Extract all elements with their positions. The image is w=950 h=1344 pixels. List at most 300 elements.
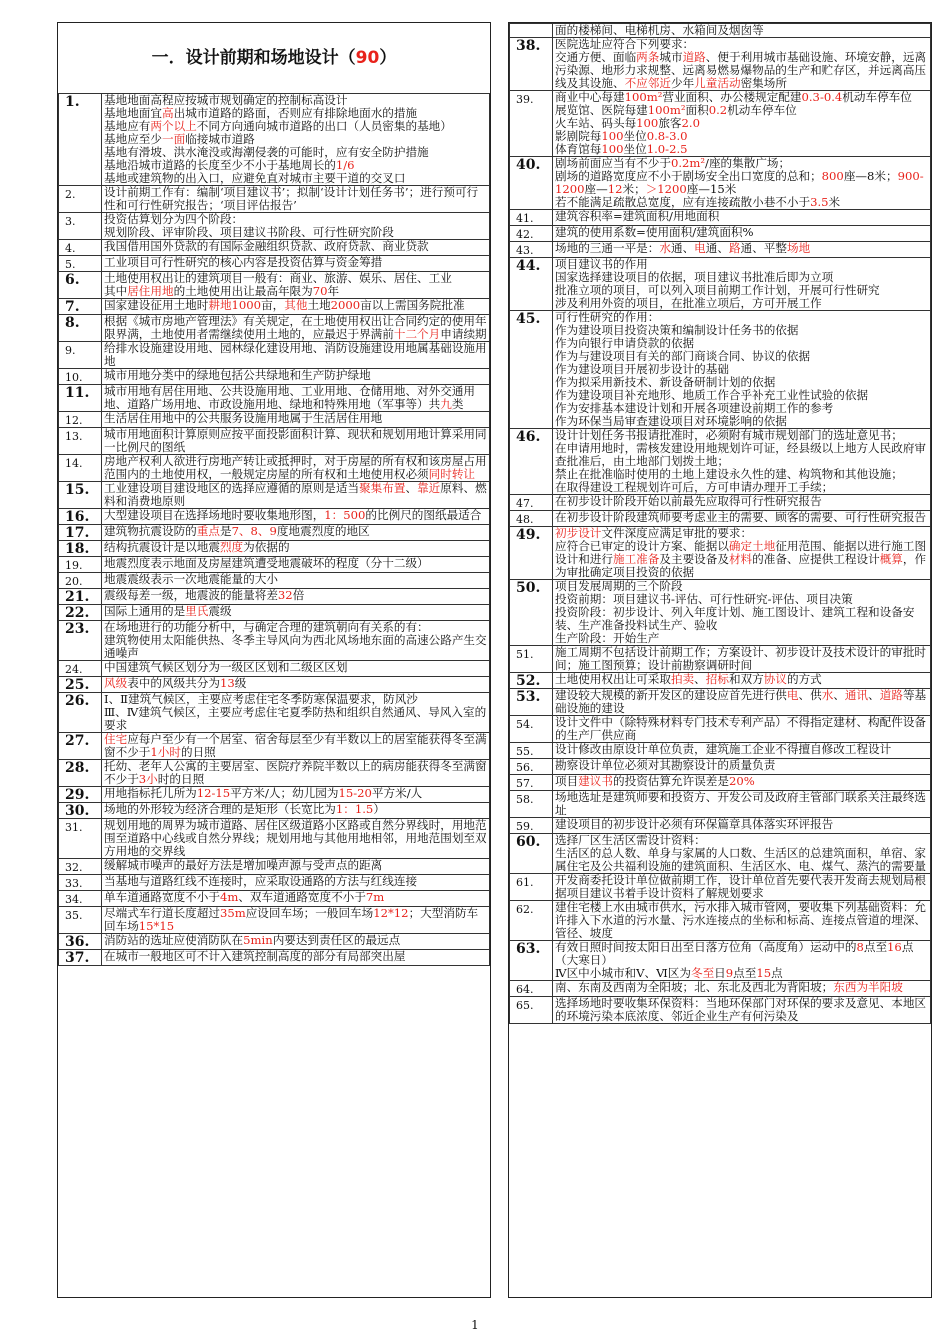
list-item xyxy=(59,541,490,557)
item-text: 缓解城市噪声的最好方法是增加噪声源与受声点的距离 xyxy=(104,858,383,872)
item-text: 日 xyxy=(714,966,726,980)
item-text: 城市用地分类中的绿地包括公共绿地和生产防护绿地 xyxy=(104,368,371,382)
item-text: 基地有滑坡、洪水淹没或海潮侵袭的可能时，应有安全防护措施 xyxy=(104,145,429,159)
item-text: 平方米/人 xyxy=(371,786,423,800)
item-number: 3. xyxy=(65,215,76,228)
item-text: 文件深度应满足审批的要求： xyxy=(601,526,753,540)
item-number: 25. xyxy=(65,677,90,693)
item-text: 震级每差一级，地震波的能量将差 xyxy=(104,588,278,602)
item-text: 作为安排基本建设计划和开展各项建设前期工作的参考 xyxy=(555,401,834,415)
item-number: 54. xyxy=(516,718,534,731)
highlight-text: 8 xyxy=(856,940,864,954)
highlight-text: 里氏 xyxy=(185,604,209,618)
item-text: 建设项目的初步设计必须有环保篇章具体落实环评报告 xyxy=(555,817,834,831)
item-line xyxy=(555,967,928,980)
item-text: 在城市一般地区可不计入建筑控制高度的部分有局部突出屋 xyxy=(104,949,406,963)
list-item xyxy=(510,311,931,429)
highlight-text: 70 xyxy=(312,284,328,298)
item-text: 基地沿城市道路的长度至少不小于基地周长的 xyxy=(104,158,336,172)
item-text: 应符合已审定的设计方案、能据以 xyxy=(555,539,729,553)
item-text: 为依据的 xyxy=(243,540,290,554)
item-text: 设计文件中（除特殊材料专门技术专利产品）不得指定建材、构配件设备的生产厂供应商 xyxy=(555,715,927,742)
item-text: 工业建设项目建设地区的选择应遵循的原则是适当 xyxy=(104,481,360,495)
highlight-text: 20% xyxy=(728,774,755,788)
highlight-text: 烈度 xyxy=(219,540,244,554)
highlight-text: 0.2 xyxy=(708,103,728,117)
right-table xyxy=(509,23,931,1024)
item-text: /座的集散广场； xyxy=(705,156,791,170)
item-number: 27. xyxy=(65,733,90,749)
highlight-text: 0.8-3.0 xyxy=(646,129,688,143)
item-line xyxy=(555,632,928,645)
item-text: Ⅲ、Ⅳ建筑气候区，主要应考虑住宅夏季防热和组织自然通风、导风入室的要求 xyxy=(104,705,487,732)
item-text: 应设回车场；一般回车场 xyxy=(245,906,374,920)
item-text: 城市 xyxy=(659,50,683,64)
list-item xyxy=(59,428,490,455)
item-line xyxy=(555,646,928,672)
highlight-text: 十二个月 xyxy=(393,327,441,341)
item-number: 58. xyxy=(516,793,534,806)
item-text: 基地或建筑物的出入口，应避免直对城市主要干道的交叉口 xyxy=(104,171,406,185)
item-text: 施工周期不包括设计前期工作；方案设计、初步设计及技术设计的审批时间；施工图预算；设计前勘察调研时间 xyxy=(555,645,927,672)
highlight-text: 东西为半阳坡 xyxy=(833,980,903,994)
item-number: 13. xyxy=(65,430,83,443)
item-text: 通、平整 xyxy=(740,241,787,255)
item-text: 单车道通路宽度不小于 xyxy=(104,890,220,904)
item-number: 64. xyxy=(516,983,534,996)
list-item xyxy=(510,210,931,226)
item-text: 、双车道通路宽度不小于 xyxy=(238,890,366,904)
item-text: 大型建设项目在选择场地时要收集地形图， xyxy=(104,508,325,522)
item-line xyxy=(104,285,487,298)
highlight-text: 其他 xyxy=(284,298,308,312)
list-item xyxy=(510,91,931,157)
item-number: 21. xyxy=(65,589,90,605)
item-number: 48. xyxy=(516,513,534,526)
highlight-text: 1小时 xyxy=(150,745,181,759)
item-line xyxy=(104,950,487,963)
title-prefix: 一．设计前期和场地设计（ xyxy=(151,48,356,68)
item-line xyxy=(555,874,928,900)
highlight-text: 100m² xyxy=(647,103,686,117)
item-text: 开发商委托设计单位做前期工作，设计单位首先要代表开发商去规划局根据项目建议书着手设计资料了解规划要求 xyxy=(555,873,927,900)
left-column xyxy=(57,22,491,1298)
item-text: 建设较大规模的新开发区的建设应首先进行供 xyxy=(555,688,787,702)
highlight-text: 确定土地 xyxy=(728,539,776,553)
item-number: 28. xyxy=(65,760,90,776)
item-text: 项目 xyxy=(555,774,579,788)
item-text: 工业项目可行性研究的核心内容是投资估算与资金筹措 xyxy=(104,255,383,269)
highlight-text: 材料 xyxy=(728,552,753,566)
highlight-text: 高 xyxy=(161,106,174,120)
list-item xyxy=(510,818,931,834)
item-text: 作为向银行申请贷款的依据 xyxy=(555,336,695,350)
item-number: 39. xyxy=(516,93,534,106)
item-text: 禁止在批准临时使用的土地上建设永久性的建、构筑物和其他设施； xyxy=(555,467,903,481)
list-item xyxy=(59,482,490,509)
item-line xyxy=(104,186,487,212)
list-item xyxy=(510,997,931,1024)
highlight-text: 0.3-0.4 xyxy=(801,90,843,104)
item-number: 43. xyxy=(516,244,534,257)
item-number: 62. xyxy=(516,903,534,916)
list-item xyxy=(510,580,931,646)
list-item xyxy=(59,240,490,256)
item-text: 南、东南及西南为全阳坡；北、东北及西北为背阳坡； xyxy=(555,980,834,994)
item-line xyxy=(555,143,928,156)
item-number: 65. xyxy=(516,999,534,1012)
item-text: 申请续期 xyxy=(440,327,487,341)
item-number: 2. xyxy=(65,188,76,201)
item-text: 剧场前面应当有不少于 xyxy=(555,156,671,170)
item-text: 国际上通用的是 xyxy=(104,604,186,618)
highlight-text: 100m² xyxy=(624,90,663,104)
item-number: 57. xyxy=(516,777,534,790)
highlight-text: 靠近 xyxy=(417,481,441,495)
highlight-text: 12*12 xyxy=(373,906,409,920)
highlight-text: 聚集布置 xyxy=(359,481,406,495)
continued-row xyxy=(510,24,931,38)
highlight-text: 道路 xyxy=(879,688,903,702)
list-item xyxy=(59,693,490,733)
item-line xyxy=(555,743,928,756)
item-text: 、供 xyxy=(798,688,822,702)
item-line xyxy=(555,242,928,255)
item-line xyxy=(104,760,487,786)
highlight-text: 32 xyxy=(277,588,293,602)
highlight-text: 拍卖 xyxy=(670,672,695,686)
item-line xyxy=(104,226,487,239)
item-text: 的准备、应提供工程设计 xyxy=(752,552,880,566)
highlight-text: 1.0-2.5 xyxy=(646,142,688,156)
list-item xyxy=(59,787,490,803)
item-text: 作为建设项目补充地形、地质工作合乎补充工业性试验的依据 xyxy=(555,388,869,402)
item-text: 设计计划任务书报请批准时，必须附有城市规划部门的选址意见书； xyxy=(555,428,903,442)
list-item xyxy=(59,315,490,342)
item-text: 原料、燃料和消费地原则 xyxy=(104,481,487,508)
item-line xyxy=(104,525,487,538)
item-text: 震级 xyxy=(208,604,232,618)
item-line xyxy=(104,907,487,933)
item-line xyxy=(104,240,487,253)
list-item xyxy=(510,673,931,689)
item-text: 通、 xyxy=(670,241,695,255)
item-line xyxy=(555,941,928,967)
list-item xyxy=(59,803,490,819)
item-number: 46. xyxy=(516,429,541,445)
item-text: 座—8米； xyxy=(843,169,898,183)
item-line xyxy=(555,981,928,994)
item-number: 52. xyxy=(516,673,541,689)
highlight-text: 800 xyxy=(821,169,844,183)
item-line xyxy=(555,540,928,579)
item-text: 亩， xyxy=(261,298,285,312)
item-line xyxy=(555,481,928,494)
title-suffix: ） xyxy=(379,48,397,68)
item-text: 的比例尺的图纸最适合 xyxy=(365,508,482,522)
highlight-text: 重点 xyxy=(196,524,220,538)
highlight-text: 电 xyxy=(786,688,799,702)
item-number: 23. xyxy=(65,621,90,637)
highlight-text: 风级 xyxy=(104,676,128,690)
item-text: 建筑的使用系数=使用面积/建筑面积% xyxy=(555,225,754,239)
highlight-text: 100 xyxy=(601,129,624,143)
list-item xyxy=(59,934,490,950)
item-line xyxy=(104,369,487,382)
highlight-text: 1：500 xyxy=(324,508,366,522)
highlight-text: 35m xyxy=(219,906,246,920)
list-item xyxy=(59,412,490,428)
list-item xyxy=(59,605,490,621)
item-number: 50. xyxy=(516,580,541,596)
item-number: 51. xyxy=(516,648,534,661)
item-text: 若不能满足疏散总宽度，应有连接疏散小巷不小于 xyxy=(555,195,811,209)
item-text: 平方米/人；幼儿园为 xyxy=(230,786,339,800)
item-text: 地震烈度表示地面及房屋建筑遭受地震破坏的程度（分十二级） xyxy=(104,556,429,570)
highlight-text: 12 xyxy=(607,182,623,196)
left-table xyxy=(58,93,490,966)
item-number: 4. xyxy=(65,242,76,255)
item-text: 交通方便、面临 xyxy=(555,50,637,64)
item-text: 在场地进行的功能分析中，与确定合理的建筑朝向有关系的有： xyxy=(104,620,429,634)
highlight-text: 3.5 xyxy=(810,195,829,209)
item-text: Ⅳ区中小城市和Ⅴ、Ⅵ区为 xyxy=(555,966,691,980)
item-number: 15. xyxy=(65,482,90,498)
item-text: 设计修改由原设计单位负责，建筑施工企业不得擅自修改工程设计 xyxy=(555,742,892,756)
highlight-text: 15*15 xyxy=(138,919,175,933)
item-number: 16. xyxy=(65,509,90,525)
list-item xyxy=(59,299,490,315)
item-text: 投资阶段：初步设计、列入年度计划、施工图设计、建筑工程和设备安装、生产准备投料试生产、验收 xyxy=(555,605,915,632)
item-text: 选择场地时要收集环保资料：当地环保部门对环保的要求及意见、本地区的环境污染本底浓度、邻近企业生产有何污染及 xyxy=(555,996,927,1023)
list-item xyxy=(59,213,490,240)
highlight-text: 100 xyxy=(636,116,659,130)
highlight-text: 1/6 xyxy=(335,158,355,172)
item-text: 、 xyxy=(868,688,880,702)
item-number: 34. xyxy=(65,893,83,906)
item-text: 有效日照时间按太阳日出至日落方位角（高度角）运动中的 xyxy=(555,940,857,954)
item-text: 基地地面高程应按城市规划确定的控制标高设计 xyxy=(104,93,348,107)
list-item xyxy=(510,511,931,527)
highlight-text: 15 xyxy=(756,966,772,980)
item-number: 36. xyxy=(65,934,90,950)
item-number: 40. xyxy=(516,157,541,173)
item-line xyxy=(555,210,928,223)
highlight-text: 12-15 xyxy=(196,786,231,800)
highlight-text: 一面 xyxy=(161,132,186,146)
item-text: 机动车停车位 xyxy=(842,90,912,104)
item-text: 坐位 xyxy=(623,129,647,143)
item-line xyxy=(104,875,487,888)
item-text: 批准立项的项目，可以列入项目前期工作计划，开展可行性研究 xyxy=(555,283,880,297)
item-text: 国家建设征用土地时 xyxy=(104,298,209,312)
highlight-text: 建议书 xyxy=(578,774,613,788)
section-title xyxy=(58,23,490,93)
list-item xyxy=(59,256,490,272)
item-number: 35. xyxy=(65,909,83,922)
item-text: 地震震级表示一次地震能量的大小 xyxy=(104,572,278,586)
item-text: 、便于利用城市基础设施、环境安静，远离污染源、地形力求规整、远离易燃易爆物品的生产和贮存区，并远离高压线及其设施、 xyxy=(555,50,927,90)
item-number: 17. xyxy=(65,525,90,541)
item-number: 31. xyxy=(65,821,83,834)
item-text: 米； xyxy=(622,182,646,196)
item-text: 项目发展周期的三个阶段 xyxy=(555,579,683,593)
item-text: 出城市道路的路面，否则应有排除地面水的措施 xyxy=(173,106,418,120)
item-text: 在取得建设工程规划许可后，方可申请办理开工手续； xyxy=(555,480,834,494)
list-item xyxy=(510,791,931,818)
item-number: 18. xyxy=(65,541,90,557)
item-line xyxy=(104,661,487,674)
item-line xyxy=(104,256,487,269)
item-text: 医院选址应符合下列要求： xyxy=(555,37,695,51)
item-text: 米 xyxy=(828,195,841,209)
item-line xyxy=(104,706,487,732)
item-text: 在初步设计阶段开始以前最先应取得可行性研究报告 xyxy=(555,494,822,508)
item-line xyxy=(104,455,487,481)
item-number: 44. xyxy=(516,258,541,274)
item-text: 作为环保当局审查建设项目对环境影响的依据 xyxy=(555,414,787,428)
highlight-text: 900-1200 xyxy=(555,169,924,196)
item-text: ） xyxy=(373,802,385,816)
item-text: 展览馆、医院每建 xyxy=(555,103,648,117)
highlight-text: 初步设计 xyxy=(555,526,602,540)
item-text: 时的日照 xyxy=(157,772,205,786)
highlight-text: 水 xyxy=(821,688,834,702)
item-number: 20. xyxy=(65,575,83,588)
item-line xyxy=(104,787,487,800)
highlight-text: 耕地1000 xyxy=(208,298,262,312)
item-number: 49. xyxy=(516,527,541,543)
item-number: 9. xyxy=(65,344,76,357)
list-item xyxy=(510,716,931,743)
item-text: 消防站的选址应使消防队在 xyxy=(104,933,244,947)
item-text: 生产阶段：开始生产 xyxy=(555,631,660,645)
item-text: 度地震烈度的地区 xyxy=(276,524,370,538)
item-text: 是 xyxy=(219,524,232,538)
list-item xyxy=(510,901,931,941)
highlight-text: 冬至 xyxy=(690,966,715,980)
highlight-text: 0.2m² xyxy=(670,156,706,170)
item-number: 24. xyxy=(65,663,83,676)
item-text: 项目建议书的作用 xyxy=(555,257,648,271)
item-line xyxy=(104,605,487,618)
highlight-text: 13 xyxy=(219,676,235,690)
highlight-text: 路 xyxy=(728,241,741,255)
item-line xyxy=(104,589,487,602)
item-text: 中国建筑气候区划分为一级区区划和二级区区划 xyxy=(104,660,348,674)
item-text: 火车站、码头每 xyxy=(555,116,637,130)
item-number: 32. xyxy=(65,861,83,874)
item-text: 征用范围、能据以进行施工图设计和进行 xyxy=(555,539,927,566)
item-text: 尽端式车行道长度超过 xyxy=(104,906,220,920)
list-item xyxy=(59,369,490,385)
item-text: 涉及利用外资的项目，在批准立项后，方可开展工作 xyxy=(555,296,822,310)
item-text: 土地使用权出让可采取 xyxy=(555,672,671,686)
item-line xyxy=(555,689,928,715)
highlight-text: 概算 xyxy=(879,552,903,566)
item-text: 级 xyxy=(234,676,247,690)
item-text: 的投资估算允许误差是 xyxy=(613,774,729,788)
item-text: 土地 xyxy=(307,298,331,312)
highlight-text: 9 xyxy=(725,966,734,980)
item-line xyxy=(104,541,487,554)
item-text: 的土地使用出让最高年限为 xyxy=(173,284,313,298)
page-number: 1 xyxy=(471,1318,479,1332)
highlight-text: 同时转让 xyxy=(428,467,476,481)
item-text: 及主要设备及 xyxy=(659,552,729,566)
highlight-text: 不应邻近 xyxy=(624,76,671,90)
item-line xyxy=(104,634,487,660)
item-text: 选择厂区生活区需设计资料： xyxy=(555,833,706,847)
list-item xyxy=(59,875,490,891)
item-number: 45. xyxy=(516,311,541,327)
list-item xyxy=(59,760,490,787)
item-text: 其中 xyxy=(104,284,128,298)
item-text: 和双方 xyxy=(728,672,764,686)
item-text: Ⅰ、Ⅱ建筑气候区，主要应考虑住宅冬季防寒保温要求，防风沙 xyxy=(104,692,418,706)
highlight-text: 水 xyxy=(659,241,671,255)
highlight-text: 7m xyxy=(365,890,385,904)
item-line xyxy=(555,495,928,508)
item-text: 作为与建设项目有关的部门商谈合同、协议的依据 xyxy=(555,349,811,363)
item-line xyxy=(555,759,928,772)
item-number: 6. xyxy=(65,272,80,288)
list-item xyxy=(510,941,931,981)
item-line xyxy=(104,315,487,341)
item-text: 给排水设施建设用地、园林绿化建设用地、消防设施建设用地属基础设施用地 xyxy=(104,341,487,368)
item-line xyxy=(104,733,487,759)
list-item xyxy=(59,733,490,760)
item-text: 场地的三通一平是： xyxy=(555,241,660,255)
item-text: 基地应有 xyxy=(104,119,151,133)
item-text: 作为建设项目投资决策和编制设计任务书的依据 xyxy=(555,323,799,337)
item-text: 等基础设施的建设 xyxy=(555,688,927,715)
list-item xyxy=(59,94,490,186)
list-item xyxy=(510,775,931,791)
list-item xyxy=(510,429,931,495)
highlight-text: 两条 xyxy=(636,50,660,64)
item-text: 结构抗震设计是以地震 xyxy=(104,540,220,554)
item-text: 面积 xyxy=(685,103,709,117)
list-item xyxy=(510,258,931,311)
highlight-text: 通讯 xyxy=(844,688,869,702)
item-line xyxy=(555,442,928,468)
list-item xyxy=(510,834,931,874)
item-text: 场地的外形较为经济合理的是矩形（长宽比为 xyxy=(104,802,336,816)
item-text: 点 xyxy=(771,966,783,980)
list-item xyxy=(59,661,490,677)
highlight-text: 场地 xyxy=(786,241,811,255)
item-line xyxy=(104,934,487,947)
list-item xyxy=(59,621,490,661)
item-text: 建住宅楼上水由城市供水，污水排入城市管网，要收集下列基础资料：允许排入下水道的污水量、污水连接点的坐标和标高、连接点管道的埋深、管径、坡度 xyxy=(555,900,927,940)
item-text: 坐位 xyxy=(623,142,647,156)
item-text: 用地指标托儿所为 xyxy=(104,786,197,800)
list-item xyxy=(59,272,490,299)
highlight-text: 道路 xyxy=(682,50,706,64)
item-text: 不同方向通向城市道路的出口（人员密集的基地） xyxy=(196,119,452,133)
list-item xyxy=(59,557,490,573)
item-text: 基地地面宜 xyxy=(104,106,162,120)
highlight-text: 5min xyxy=(243,933,273,947)
list-item xyxy=(510,495,931,511)
item-line xyxy=(104,859,487,872)
item-line xyxy=(104,677,487,690)
item-text: 点至 xyxy=(863,940,888,954)
item-text: 土地使用权出让的建筑项目一般有：商业、旅游、娱乐、居住、工业 xyxy=(104,271,452,285)
item-text: 建筑物使用太阳能供热、冬季主导风向为西北风场地东面的高速公路产生交通噪声 xyxy=(104,633,487,660)
item-line xyxy=(104,819,487,858)
